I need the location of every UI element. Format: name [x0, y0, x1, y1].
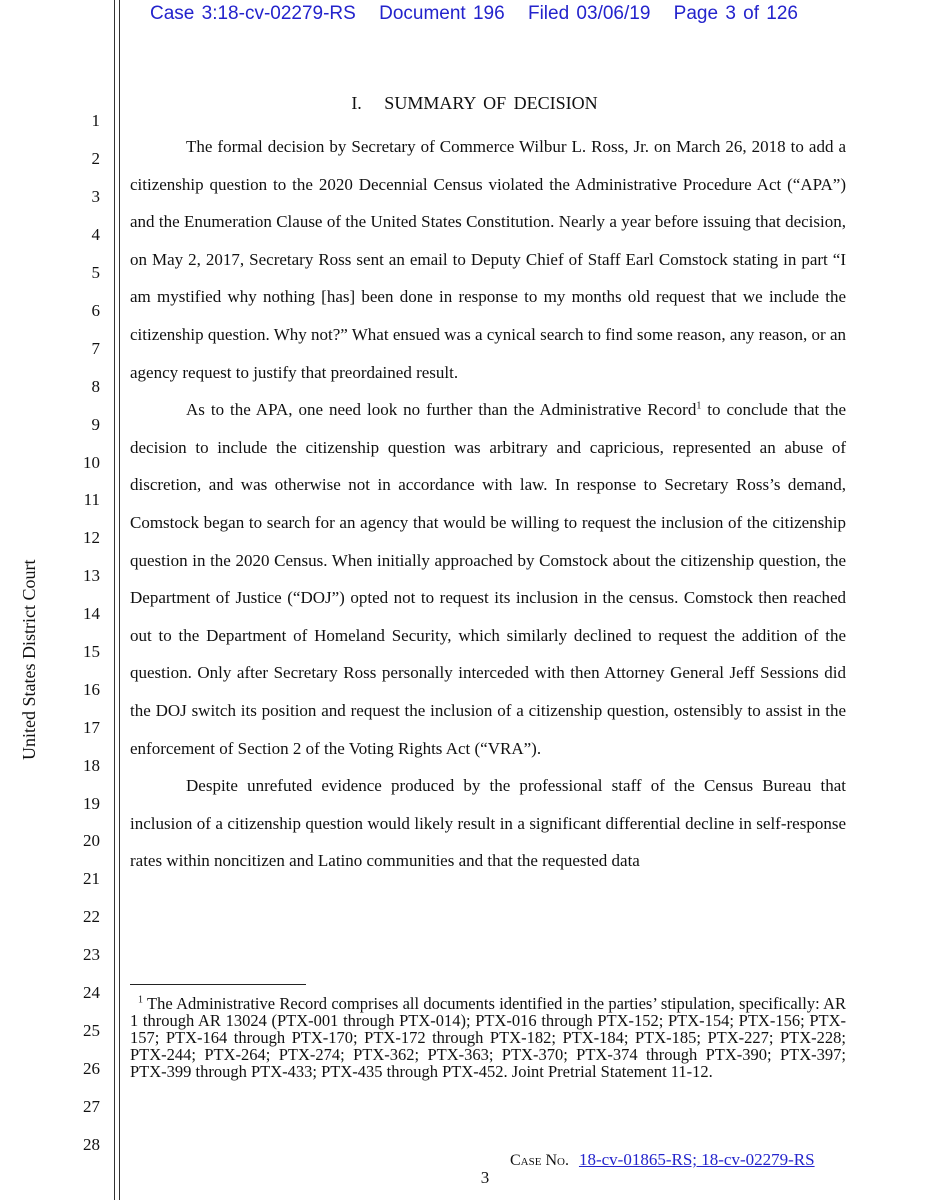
line-number: 15 — [83, 642, 100, 661]
line-number: 12 — [83, 528, 100, 547]
line-number: 3 — [91, 187, 100, 206]
line-number: 1 — [91, 111, 100, 130]
line-number: 28 — [83, 1135, 100, 1154]
header-case: Case 3:18-cv-02279-RS — [150, 3, 356, 24]
line-number: 4 — [91, 225, 100, 244]
line-number: 11 — [83, 490, 100, 509]
left-margin-rule — [114, 0, 115, 1200]
line-number: 14 — [83, 604, 100, 623]
case-numbers-link[interactable]: 18-cv-01865-RS; 18-cv-02279-RS — [578, 1150, 815, 1169]
line-number: 10 — [83, 453, 100, 472]
section-heading: I. SUMMARY OF DECISION — [351, 93, 598, 113]
ecf-header — [150, 3, 814, 25]
line-number: 19 — [83, 794, 100, 813]
footer-case-number — [510, 1150, 815, 1170]
line-number: 17 — [83, 718, 100, 737]
decision-body — [130, 128, 846, 880]
page-number: 3 — [480, 1168, 490, 1187]
line-number: 26 — [83, 1059, 100, 1078]
paragraph: The formal decision by Secretary of Commerce Wilbur L. Ross, Jr. on March 26, 2018 to add a citizenship question to the 2020 Decennial Census violated the Administrative Procedure Act (“APA”) and the Enumeration Clause of the United States Constitution. Nearly a year before issuing that decision, on May 2, 2017, Secretary Ross sent an email to Deputy Chief of Staff Earl Comstock stating in part “I am mystified why nothing [has] been done in response to my months old request that we include the citizenship question. Why not?” What ensued was a cynical search to find some reason, any reason, or an agency request to justify that preordained result. — [130, 137, 846, 382]
line-number: 8 — [91, 377, 100, 396]
line-number: 20 — [83, 831, 100, 850]
line-number: 18 — [83, 756, 100, 775]
footnote — [130, 995, 846, 1080]
paragraph-text: As to the APA, one need look no further than the Administrative Record — [186, 400, 697, 420]
paragraph — [130, 391, 846, 767]
line-number: 21 — [83, 869, 100, 888]
footnote-text: The Administrative Record comprises all documents identified in the parties’ stipulation, specifically: AR 1 through AR 13024 (PTX-001 through PTX-014); PTX-016 through PTX-152; PTX-154; PTX-156; PTX-157; PTX-164 through PTX-170; PTX-172 through PTX-182; PTX-184; PTX-185; PTX-227; PTX-228; PTX-244; PTX-264; PTX-274; PTX-362; PTX-363; PTX-370; PTX-374 through PTX-390; PTX-397; PTX-399 through PTX-433; PTX-435 through PTX-452. Joint Pretrial Statement 11-12. — [130, 994, 846, 1082]
header-filed: Filed 03/06/19 — [527, 3, 651, 24]
line-number: 25 — [83, 1021, 100, 1040]
left-margin-rule-inner — [119, 0, 120, 1200]
court-name-vertical: United States District Court — [19, 559, 39, 760]
line-number: 13 — [83, 566, 100, 585]
line-number: 9 — [91, 415, 100, 434]
line-number: 24 — [83, 983, 100, 1002]
line-number: 16 — [83, 680, 100, 699]
paragraph-text: to conclude that the decision to include the citizenship question was arbitrary and capricious, represented an abuse of discretion, and was otherwise not in accordance with law. In response to Secretary Ross’s demand, Comstock began to search for an agency that would be willing to request the inclusion of the citizenship question in the 2020 Census. When initially approached by Comstock about the citizenship question, the Department of Justice (“DOJ”) opted not to request its inclusion in the census. Comstock then reached out to the Department of Homeland Security, which similarly declined to request the addition of the question. Only after Secretary Ross personally interceded with then Attorney General Jeff Sessions did the DOJ switch its position and request the inclusion of a citizenship question, ostensibly to assist in the enforcement of Section 2 of the Voting Rights Act (“VRA”). — [130, 400, 846, 758]
footnote-reference: 1 — [696, 400, 702, 412]
line-number: 6 — [91, 301, 100, 320]
header-page: Page 3 of 126 — [673, 3, 798, 24]
line-number: 5 — [91, 263, 100, 282]
line-number: 22 — [83, 907, 100, 926]
line-number: 7 — [91, 339, 100, 358]
footnote-separator — [130, 984, 306, 985]
case-label: Case No. — [510, 1152, 569, 1169]
line-number: 2 — [91, 149, 100, 168]
line-number: 27 — [83, 1097, 100, 1116]
line-number: 23 — [83, 945, 100, 964]
footnote-marker: 1 — [138, 994, 143, 1006]
paragraph: Despite unrefuted evidence produced by the professional staff of the Census Bureau that inclusion of a citizenship question would likely result in a significant differential decline in self-response rates within noncitizen and Latino communities and that the requested data — [130, 776, 846, 871]
header-document: Document 196 — [379, 3, 505, 24]
